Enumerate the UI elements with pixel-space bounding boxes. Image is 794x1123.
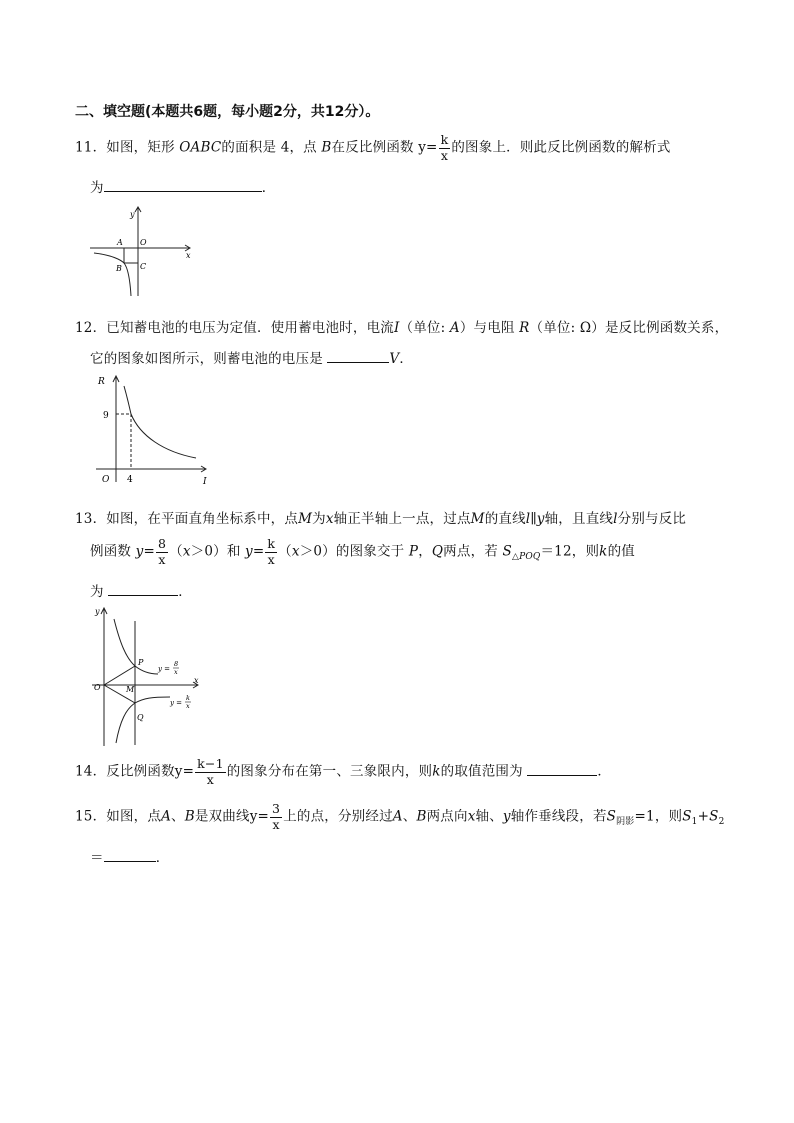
question-text: ＝12，则 — [540, 543, 600, 560]
question-number: 13． — [75, 511, 107, 527]
math-var: M — [470, 511, 485, 527]
math-var: A — [449, 320, 460, 336]
origin-label: O — [94, 683, 101, 692]
question-text: ＞0）的图象交于 — [299, 543, 405, 560]
math-var: B — [184, 808, 195, 825]
question-text: 轴、 — [475, 808, 503, 825]
y-axis-label: y — [95, 607, 100, 616]
math-var: k — [599, 543, 608, 560]
math-var: R — [519, 320, 530, 336]
math-symbol: ∥ — [530, 511, 537, 527]
math-var: B — [416, 808, 427, 825]
question-text: ． — [178, 584, 192, 600]
question-text: ． — [261, 180, 276, 196]
question-text: （ — [169, 543, 183, 560]
fraction — [270, 803, 282, 831]
question-text: 的取值范围为 — [440, 763, 523, 780]
math-var: S — [606, 808, 617, 825]
math-var: x — [467, 808, 476, 825]
math-var: y — [502, 808, 511, 825]
math-var: S — [682, 808, 692, 825]
fraction-denominator: x — [267, 551, 275, 567]
question-number: 11． — [75, 139, 107, 156]
question-text: 轴，且直线 — [544, 511, 614, 527]
question-12-line-1 — [75, 316, 728, 336]
math-var: P — [408, 543, 419, 560]
math-symbol: △ — [511, 552, 520, 563]
question-text: 反比例函数 — [106, 763, 175, 780]
point-o-label: O — [140, 238, 147, 247]
answer-blank[interactable] — [108, 583, 178, 596]
point-c-label: C — [140, 262, 147, 271]
question-text: 两点，若 — [443, 543, 498, 560]
question-14-line-1 — [75, 758, 611, 786]
math-var: x — [325, 511, 334, 527]
question-text: 、 — [171, 808, 185, 825]
rectangle-oabc — [124, 248, 138, 263]
point-m-label: M — [126, 685, 135, 694]
math-var: y — [245, 543, 253, 560]
fraction — [439, 134, 451, 162]
question-number: 12． — [75, 320, 107, 336]
subscript: 1 — [691, 817, 698, 828]
math-var: A — [161, 808, 172, 825]
r-axis-label: R — [98, 377, 105, 387]
fraction-numerator: k — [440, 132, 449, 147]
subscript: 阴影 — [616, 817, 635, 828]
math-var: I — [393, 320, 400, 336]
figure-q11 — [86, 204, 198, 298]
question-text: 、 — [402, 808, 417, 825]
math-expr: y= — [418, 139, 438, 156]
question-text: ． — [399, 351, 414, 367]
i-axis-label: I — [203, 477, 207, 487]
question-text: ． — [597, 763, 612, 780]
question-text: 是双曲线 — [194, 808, 250, 825]
question-text: 例函数 — [90, 543, 132, 560]
question-text: 两点向 — [426, 808, 468, 825]
answer-blank[interactable] — [104, 179, 262, 192]
math-var: S — [709, 808, 719, 825]
math-var: x — [182, 543, 191, 560]
curve-label-1-den: x — [174, 668, 178, 676]
hyperbola-curve — [94, 253, 131, 296]
curve-label-2-den: x — [186, 702, 190, 710]
question-text: （ — [278, 543, 292, 560]
question-text: （单位: Ω）是反比例函数关系， — [529, 320, 729, 336]
math-var: Q — [431, 543, 444, 560]
curve-y-8-over-x — [114, 619, 158, 674]
question-text: ， — [418, 543, 432, 560]
question-number: 15． — [75, 808, 107, 825]
question-text: ＝ — [90, 850, 104, 866]
answer-blank[interactable] — [527, 763, 597, 776]
math-var: y — [135, 543, 144, 560]
fraction-numerator: 8 — [157, 536, 167, 551]
question-text: 的图象上．则此反比例函数的解析式 — [451, 139, 671, 156]
math-var: V — [389, 351, 400, 367]
math-expr: y= — [174, 763, 195, 780]
math-var: A — [392, 808, 403, 825]
answer-blank[interactable] — [327, 350, 389, 363]
question-text: 为 — [312, 511, 326, 527]
tick-label-9: 9 — [103, 411, 109, 421]
question-text: 的图象分布在第一、三象限内，则 — [226, 763, 433, 780]
question-text: 轴正半轴上一点，过点 — [333, 511, 471, 527]
math-symbol: = — [143, 543, 155, 560]
math-var: k — [432, 763, 441, 780]
question-text: ＞0）和 — [190, 543, 241, 560]
segment-op — [104, 666, 135, 685]
y-axis-label: y — [130, 210, 135, 219]
question-number: 14． — [75, 763, 107, 780]
question-text: ）与电阻 — [459, 320, 515, 336]
question-text: 的直线 — [484, 511, 526, 527]
math-var: S — [502, 543, 512, 560]
question-text: ． — [155, 850, 170, 866]
question-text: 已知蓄电池的电压为定值．使用蓄电池时，电流 — [106, 320, 394, 336]
question-15-line-2 — [90, 846, 169, 866]
point-a-label: A — [117, 238, 123, 247]
math-var: B — [321, 139, 332, 156]
math-var: POQ — [519, 552, 541, 563]
question-text: （单位: — [399, 320, 446, 336]
question-text: 的面积是 4，点 — [221, 139, 317, 156]
inverse-curve — [124, 386, 196, 458]
fraction-denominator: x — [206, 771, 215, 787]
fraction-denominator: x — [158, 551, 166, 567]
math-var: y — [536, 511, 545, 527]
fraction-denominator: x — [440, 147, 449, 163]
point-p-label: P — [138, 658, 144, 667]
math-var: l — [613, 511, 618, 527]
curve-label-1: y = — [158, 665, 171, 673]
answer-blank[interactable] — [104, 849, 156, 862]
curve-label-2: y = — [170, 699, 183, 707]
fraction-numerator: k — [267, 536, 276, 551]
question-text: 的值 — [607, 543, 635, 560]
math-symbol: + — [697, 808, 710, 825]
origin-label: O — [102, 475, 110, 485]
math-expr: y= — [249, 808, 270, 825]
section-title: 二、填空题(本题共6题，每小题2分，共12分）。 — [75, 104, 380, 120]
math-var: M — [298, 511, 313, 527]
fraction — [265, 538, 277, 566]
curve-label-2-num: k — [186, 694, 190, 702]
x-axis-label: x — [194, 676, 199, 685]
question-text: 如图，矩形 — [106, 139, 175, 156]
question-text: 为 — [90, 180, 104, 196]
question-text: 在反比例函数 — [331, 139, 414, 156]
question-text: 轴作垂线段，若 — [510, 808, 607, 825]
math-var: x — [291, 543, 300, 560]
question-text: 它的图象如图所示，则蓄电池的电压是 — [90, 351, 323, 367]
math-var: l — [525, 511, 531, 527]
point-b-label: B — [116, 264, 122, 273]
question-11-line-2 — [90, 176, 275, 196]
math-symbol: = — [252, 543, 265, 560]
subscript: 2 — [718, 817, 725, 828]
tick-label-4: 4 — [127, 475, 133, 485]
point-q-label: Q — [137, 713, 144, 722]
x-axis-label: x — [186, 251, 191, 260]
question-text: 分别与反比 — [617, 511, 687, 527]
question-text: 为 — [90, 584, 104, 600]
figure-q12 — [86, 372, 216, 488]
question-text: =1，则 — [634, 808, 683, 825]
fraction — [195, 758, 226, 786]
fraction — [156, 538, 168, 566]
fraction-numerator: 3 — [272, 801, 281, 816]
question-13-line-2 — [90, 538, 635, 566]
fraction-numerator: k−1 — [197, 756, 224, 771]
question-11-line-1 — [75, 134, 671, 162]
question-text: 上的点，分别经过 — [283, 808, 393, 825]
fraction-denominator: x — [272, 816, 280, 832]
figure-q13 — [86, 603, 204, 749]
math-var: OABC — [179, 139, 222, 156]
question-15-line-1 — [75, 803, 725, 831]
question-12-line-2 — [90, 347, 413, 367]
question-13-line-3 — [90, 580, 192, 600]
question-text: 如图，点 — [106, 808, 162, 825]
question-text: 如图，在平面直角坐标系中，点 — [106, 511, 299, 527]
curve-label-1-num: 8 — [174, 660, 179, 668]
question-13-line-1 — [75, 507, 686, 527]
